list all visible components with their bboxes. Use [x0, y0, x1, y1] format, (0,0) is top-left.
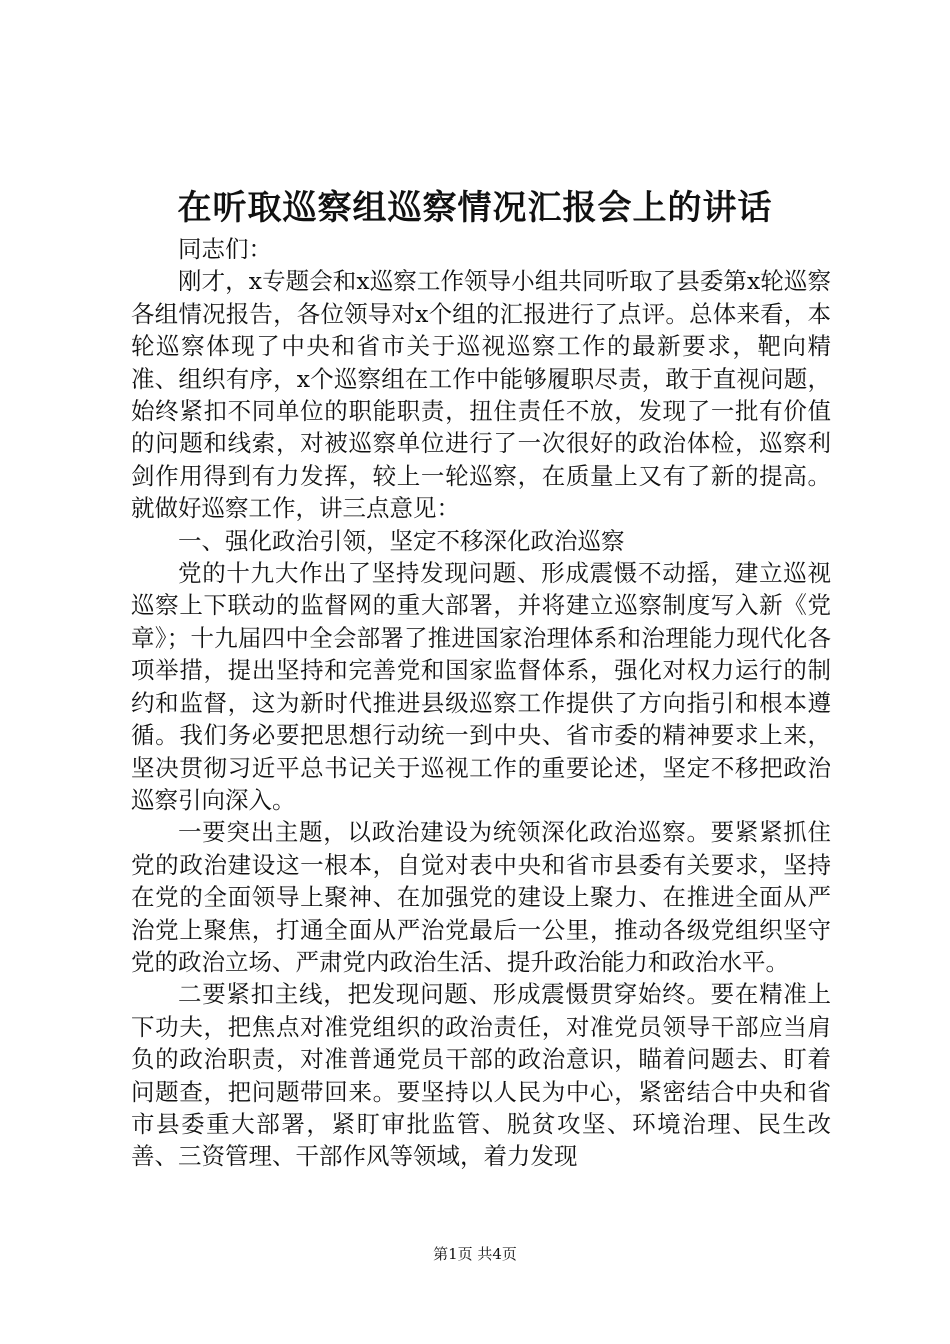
- page-footer: 第1页 共4页: [433, 1245, 517, 1263]
- paragraph-point-1: 一要突出主题，以政治建设为统领深化政治巡察。要紧紧抓住党的政治建设这一根本，自觉对表中央和省市县委有关要求，坚持在党的全面领导上聚神、在加强党的建设上聚力、在推进全面从严治党上聚焦，打通全面从严治党最后一公里，推动各级党组织坚守党的政治立场、严肃党内政治生活、提升政治能力和政治水平。: [131, 818, 831, 976]
- paragraph-point-2: 二要紧扣主线，把发现问题、形成震慑贯穿始终。要在精准上下功夫，把焦点对准党组织的政治责任，对准党员领导干部应当肩负的政治职责，对准普通党员干部的政治意识，瞄着问题去、盯着问题查，把问题带回来。要坚持以人民为中心，紧密结合中央和省市县委重大部署，紧盯审批监管、脱贫攻坚、环境治理、民生改善、三资管理、干部作风等领域，着力发现: [131, 980, 831, 1171]
- section-heading-1: 一、强化政治引领，坚定不移深化政治巡察: [178, 526, 625, 555]
- document-body: [131, 233, 831, 1173]
- paragraph-intro: 刚才，x专题会和x巡察工作领导小组共同听取了县委第x轮巡察各组情况报告，各位领导对x个组的汇报进行了点评。总体来看，本轮巡察体现了中央和省市关于巡视巡察工作的最新要求，靶向精准、组织有序，x个巡察组在工作中能够履职尽责，敢于直视问题，始终紧扣不同单位的职能职责，扭住责任不放，发现了一批有价值的问题和线索，对被巡察单位进行了一次很好的政治体检，巡察利剑作用得到有力发挥，较上一轮巡察，在质量上又有了新的提高。就做好巡察工作，讲三点意见：: [131, 267, 831, 523]
- document-title: 在听取巡察组巡察情况汇报会上的讲话: [177, 188, 773, 228]
- paragraph-section-1: 党的十九大作出了坚持发现问题、形成震慑不动摇，建立巡视巡察上下联动的监督网的重大部署，并将建立巡察制度写入新《党章》；十九届四中全会部署了推进国家治理体系和治理能力现代化各项举措，提出坚持和完善党和国家监督体系，强化对权力运行的制约和监督，这为新时代推进县级巡察工作提供了方向指引和根本遵循。我们务必要把思想行动统一到中央、省市委的精神要求上来，坚决贯彻习近平总书记关于巡视工作的重要论述，坚定不移把政治巡察引向深入。: [131, 559, 831, 814]
- salutation: 同志们：: [178, 235, 272, 263]
